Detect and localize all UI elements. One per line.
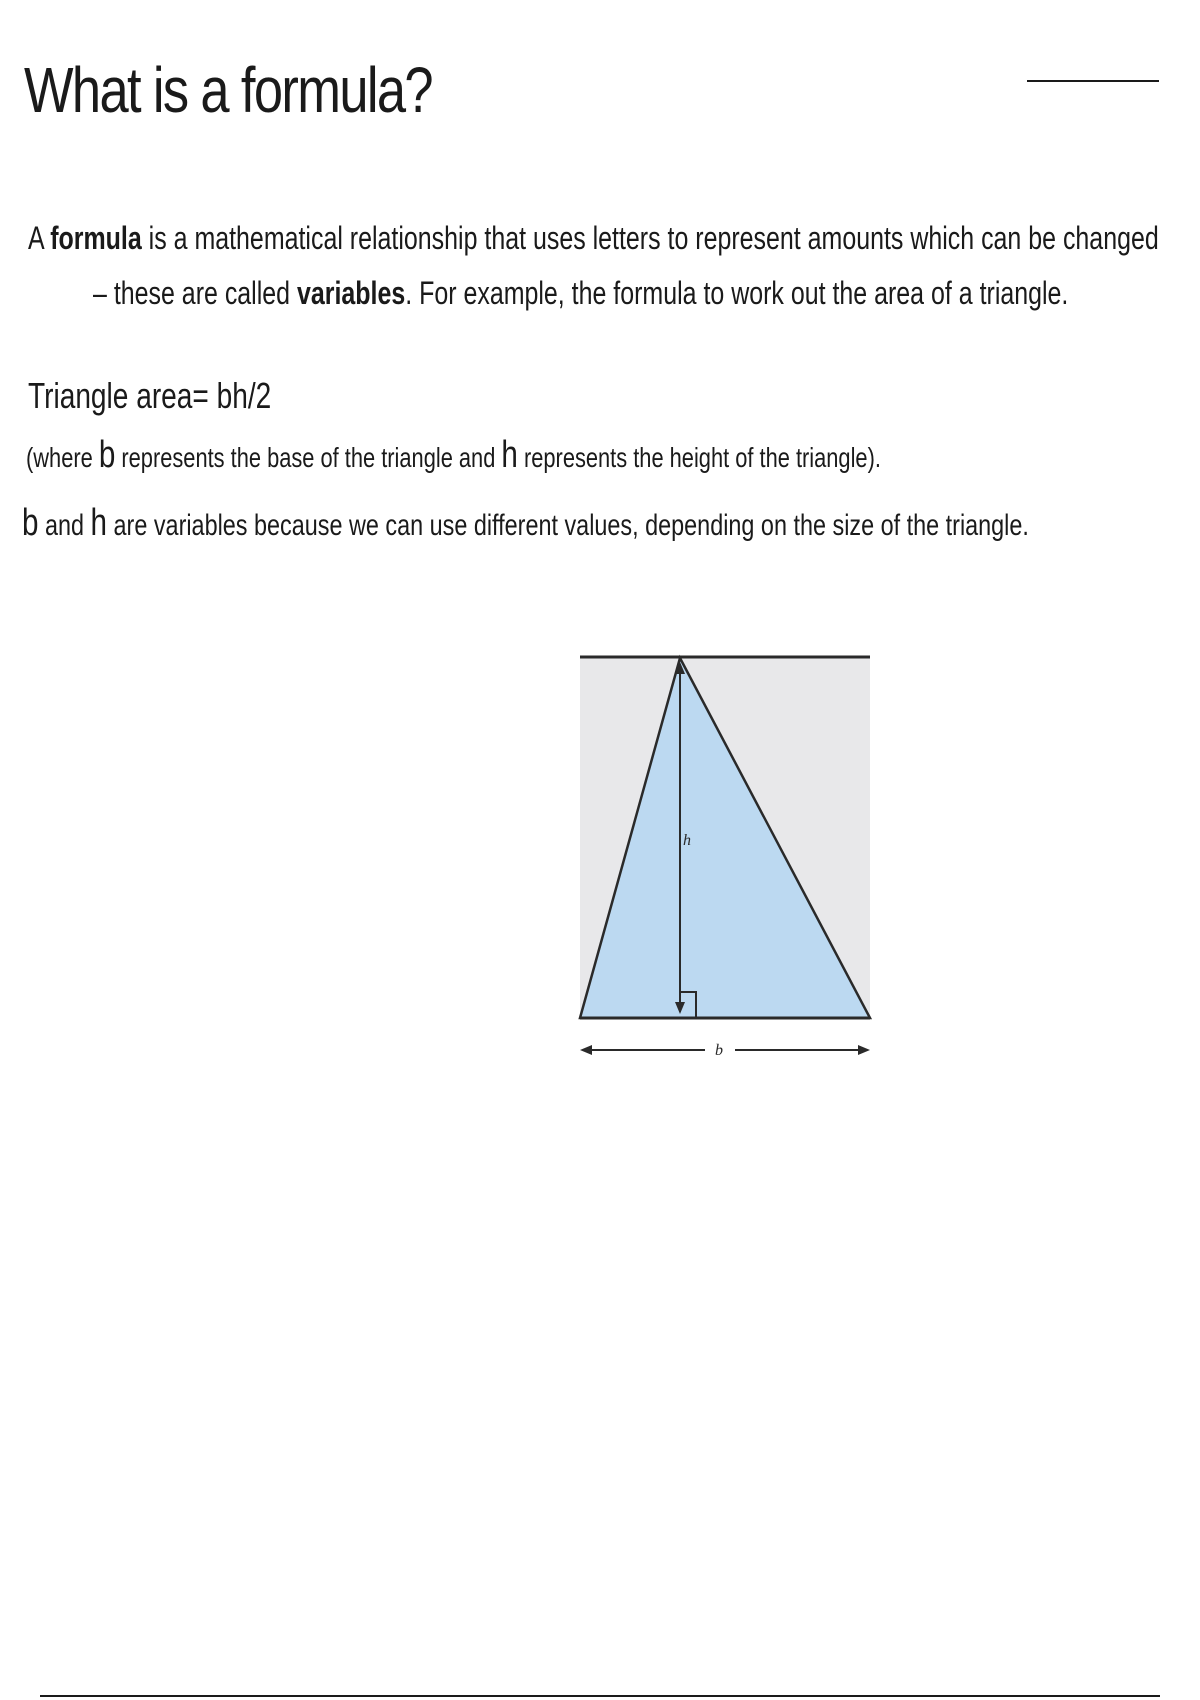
triangle-area-formula: Triangle area= bh/2 (28, 375, 272, 416)
definition-line-2 (93, 273, 1068, 313)
note-text: are variables because we can use different values, depending on the size of the triangle. (107, 509, 1029, 542)
definition-line-1 (28, 218, 1159, 258)
base-label: b (715, 1042, 723, 1059)
formula-explanation (26, 436, 881, 477)
footer-divider (40, 1695, 1160, 1697)
explanation-text: represents the height of the triangle). (517, 442, 881, 473)
definition-text: . For example, the formula to work out the area of a triangle. (405, 275, 1069, 311)
definition-text: – these are called (93, 275, 297, 311)
definition-text: A (28, 220, 51, 256)
note-text: and (38, 509, 91, 542)
explanation-text: (where (26, 442, 99, 473)
base-arrow-left-icon (580, 1045, 592, 1055)
term-variables: variables (296, 275, 406, 311)
variable-h: h (501, 434, 518, 476)
explanation-text: represents the base of the triangle and (115, 442, 502, 473)
variable-h: h (90, 502, 108, 544)
base-arrow-right-icon (858, 1045, 870, 1055)
variables-note (22, 503, 1029, 546)
variable-b: b (98, 434, 116, 476)
definition-text: is a mathematical relationship that uses letters to represent amounts which can be changed (141, 220, 1159, 256)
variable-b: b (22, 502, 39, 544)
page-title: What is a formula? (24, 54, 432, 126)
triangle-diagram (570, 640, 880, 1070)
height-label: h (683, 832, 691, 849)
term-formula: formula (50, 220, 142, 256)
header-divider (1027, 80, 1159, 82)
